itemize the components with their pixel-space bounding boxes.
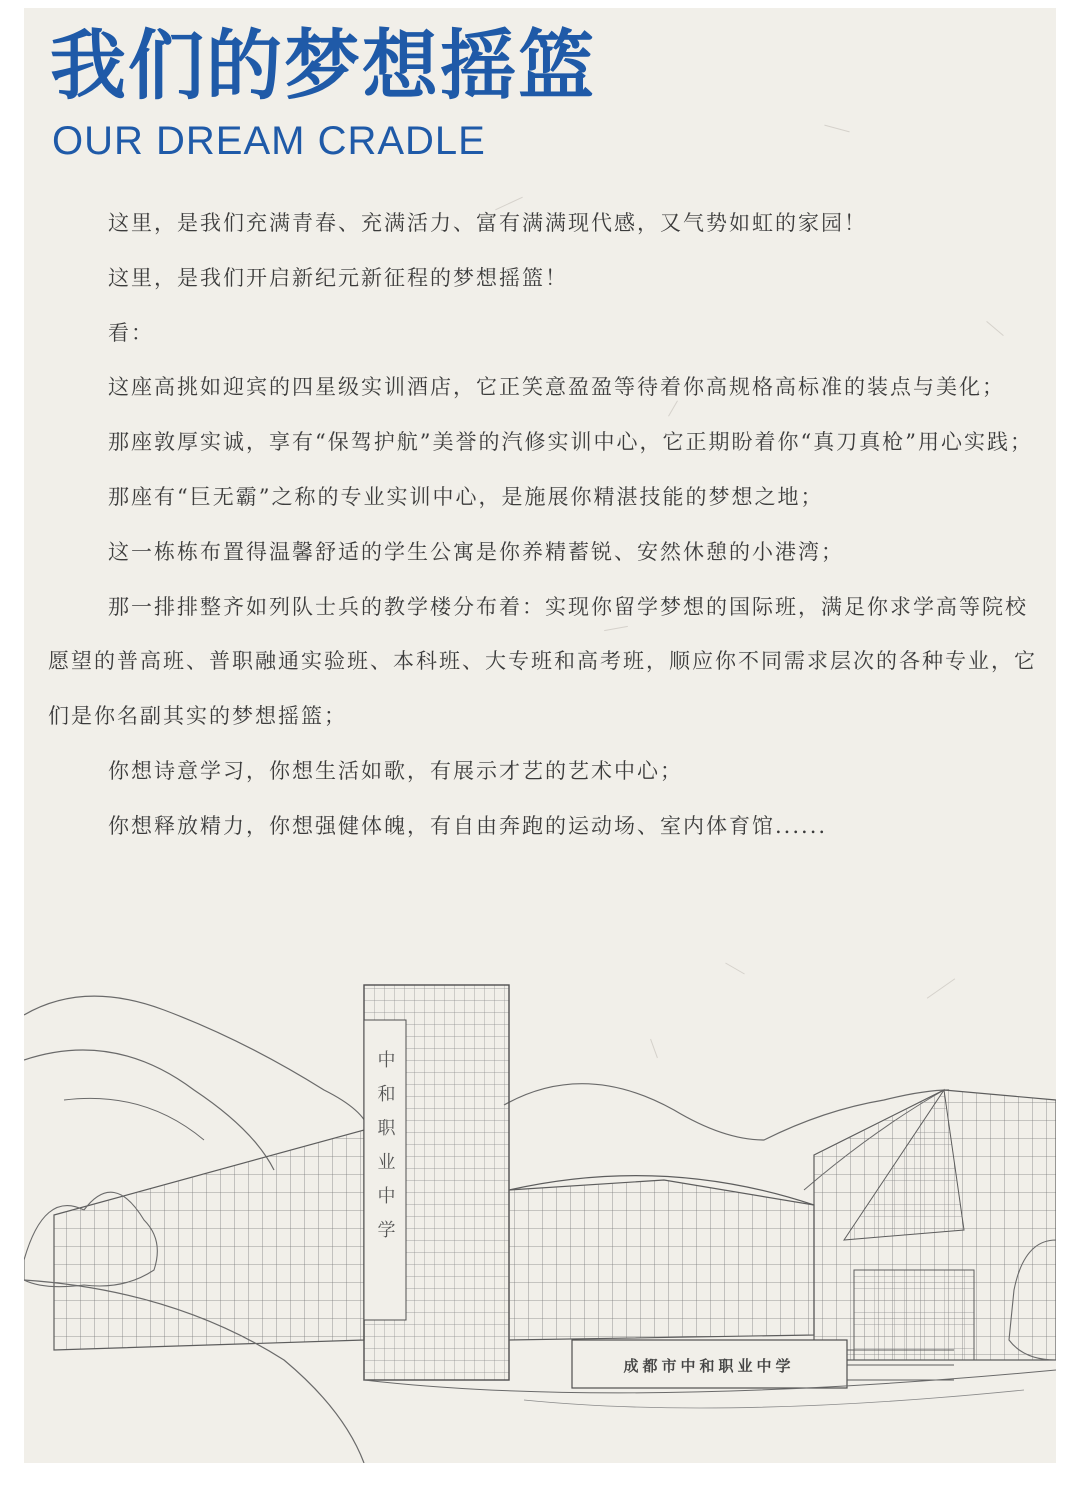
paragraph: 那座敦厚实诚，享有“保驾护航”美誉的汽修实训中心，它正期盼着你“真刀真枪”用心实践； [108,430,1033,455]
paragraph: 看： [108,320,154,345]
paragraph: 这里，是我们开启新纪元新征程的梦想摇篮！ [108,265,568,290]
mountain-outline [64,1098,204,1140]
paragraph: 你想诗意学习，你想生活如歌，有展示才艺的艺术中心； [108,758,683,783]
article-body [48,196,1038,854]
paragraph: 那一排排整齐如列队士兵的教学楼分布着：实现你留学梦想的国际班，满足你求学高等院校愿望的普高班、普职融通实验班、本科班、大专班和高考班，顺应你不同需求层次的各种专业，它们是你名副其实的梦想摇篮； [48,594,1037,729]
campus-sketch-illustration [24,940,1056,1463]
page-title: 我们的梦想摇篮 [50,21,596,110]
mountain-outline [24,1050,274,1170]
paragraph: 这一栋栋布置得温馨舒适的学生公寓是你养精蓄锐、安然休憩的小港湾； [108,539,844,564]
mountain-outline [24,996,369,1130]
gate-sign-text: 成都市中和职业中学 [623,1357,795,1375]
training-center-middle [509,1180,814,1340]
paragraph: 你想释放精力，你想强健体魄，有自由奔跑的运动场、室内体育馆...... [108,813,828,838]
page-subtitle-english: OUR DREAM CRADLE [52,119,486,163]
teaching-building-left [54,1130,364,1350]
paragraph: 这座高挑如迎宾的四星级实训酒店，它正笑意盈盈等待着你高规格高标准的装点与美化； [108,375,1005,400]
tower-sign-text: 中和职业中学 [374,1050,396,1254]
paragraph: 那座有“巨无霸”之称的专业实训中心，是施展你精湛技能的梦想之地； [108,484,824,509]
paragraph: 这里，是我们充满青春、充满活力、富有满满现代感，又气势如虹的家园！ [108,211,867,235]
